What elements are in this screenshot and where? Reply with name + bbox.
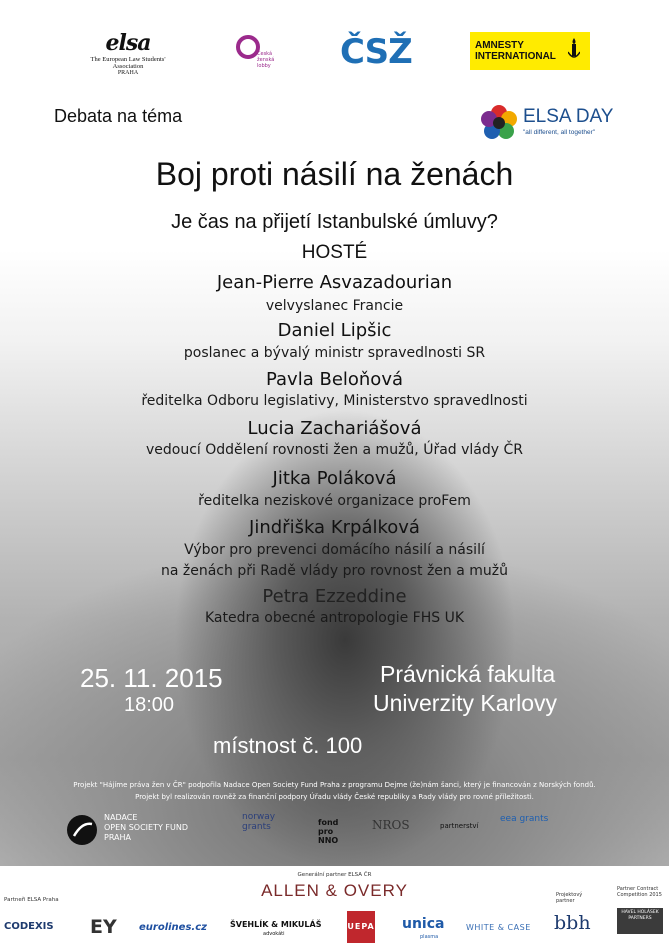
elsa-day-title: ELSA DAY	[523, 106, 614, 127]
guest-name: Pavla Beloňová	[265, 369, 404, 390]
amnesty-logo-text	[475, 40, 556, 62]
funding-note-line2: Projekt byl realizován rovněž za finanční podpory Úřadu vlády České republiky a Rady vlády pro rovné příležitosti.	[135, 793, 534, 801]
amnesty-line1: AMNESTY	[475, 40, 524, 51]
funding-note-line1: Projekt "Hájíme práva žen v ČR" podpořila Nadace Open Society Fund Praha z programu Dejme (že)nám šanci, který je financován z Norských fondů.	[73, 781, 596, 789]
svehlik-logo: ŠVEHLÍK & MIKULÁŠ	[230, 920, 322, 929]
guest-role: ředitelka neziskové organizace proFem	[198, 493, 471, 509]
guest-role: velvyslanec Francie	[265, 298, 404, 314]
debate-label: Debata na téma	[54, 106, 183, 126]
page-title: Boj proti násilí na ženách	[155, 156, 514, 192]
czech-womens-lobby-logo	[233, 33, 283, 73]
partners-footer	[0, 866, 669, 951]
guest-name: Lucia Zachariášová	[247, 418, 422, 439]
guest-name: Daniel Lipšic	[277, 320, 392, 341]
allen-overy-logo: ALLEN & OVERY	[261, 881, 408, 900]
norway-grants-logo: norway grants	[242, 812, 276, 832]
lobby-logo-text: Česká ženská lobby	[257, 51, 275, 69]
havel-holasek-logo: HAVEL HOLÁSEK PARTNERS	[617, 908, 663, 934]
elsa-logo	[78, 30, 178, 76]
elsa-logo-line2: PRAHA	[117, 70, 139, 76]
contract-partner-label: Partner Contract Competition 2015	[617, 886, 662, 898]
guest-role-line2: na ženách při Radě vlády pro rovnost žen a mužů	[160, 563, 508, 579]
uepa-logo: UEPA	[347, 911, 375, 943]
eurolines-logo: eurolines.cz	[139, 922, 207, 933]
guest-name: Jindřiška Krpálková	[249, 517, 420, 538]
unica-logo: unica	[402, 916, 445, 932]
project-partner-label: Projektový partner	[556, 892, 583, 904]
elsa-day-flower-icon	[479, 104, 519, 140]
guest-name: Petra Ezzeddine	[262, 586, 407, 607]
venue-line1: Právnická fakulta	[380, 661, 556, 687]
csz-logo: ČSŽ	[340, 32, 412, 72]
ey-logo: EY	[90, 916, 117, 938]
nros-logo: NROS	[372, 818, 410, 832]
fond-nno-logo: fond pro NNO	[318, 818, 339, 845]
osf-logo	[66, 812, 216, 848]
unica-subtitle: plasma	[420, 934, 439, 940]
guests-heading: HOSTÉ	[301, 242, 368, 263]
guest-name: Jean-Pierre Asvazadourian	[216, 272, 453, 293]
osf-circle-icon	[66, 814, 98, 846]
osf-line2: OPEN SOCIETY FUND	[104, 823, 188, 832]
amnesty-line2: INTERNATIONAL	[475, 51, 556, 62]
general-partner-label: Generální partner ELSA ČR	[297, 872, 372, 878]
partners-label: Partneři ELSA Praha	[4, 897, 59, 903]
guest-role: ředitelka Odboru legislativy, Ministerstvo spravedlnosti	[141, 393, 528, 409]
candle-icon	[568, 38, 580, 62]
white-case-logo: WHITE & CASE	[466, 923, 531, 932]
osf-line1: NADACE	[104, 813, 138, 822]
guest-name: Jitka Poláková	[272, 468, 397, 489]
elsa-logo-line1: The European Law Students' Association	[90, 56, 166, 70]
elsa-day-subtitle: "all different, all together"	[523, 129, 596, 136]
osf-line3: PRAHA	[104, 833, 132, 842]
event-date: 25. 11. 2015	[80, 663, 223, 693]
guest-role: Katedra obecné antropologie FHS UK	[204, 610, 465, 626]
eea-grants-logo: eea grants	[500, 814, 549, 824]
event-time: 18:00	[124, 694, 175, 716]
room-number: místnost č. 100	[213, 733, 363, 758]
amnesty-logo	[470, 32, 590, 70]
subtitle: Je čas na přijetí Istanbulské úmluvy?	[171, 211, 498, 233]
svehlik-subtitle: advokáti	[263, 931, 285, 937]
partnerstvi-logo: partnerství	[440, 822, 479, 830]
codexis-logo: CODEXIS	[4, 921, 54, 932]
venue-line2: Univerzity Karlovy	[373, 690, 558, 716]
elsa-wordmark: elsa	[105, 30, 151, 56]
guest-role: poslanec a bývalý ministr spravedlnosti SR	[183, 345, 486, 361]
bbh-logo: bbh	[554, 912, 591, 934]
guest-role: vedoucí Oddělení rovnosti žen a mužů, Úřad vlády ČR	[146, 442, 523, 458]
guest-role: Výbor pro prevenci domácího násilí a násilí	[184, 542, 485, 558]
elsa-day-logo	[479, 104, 629, 144]
